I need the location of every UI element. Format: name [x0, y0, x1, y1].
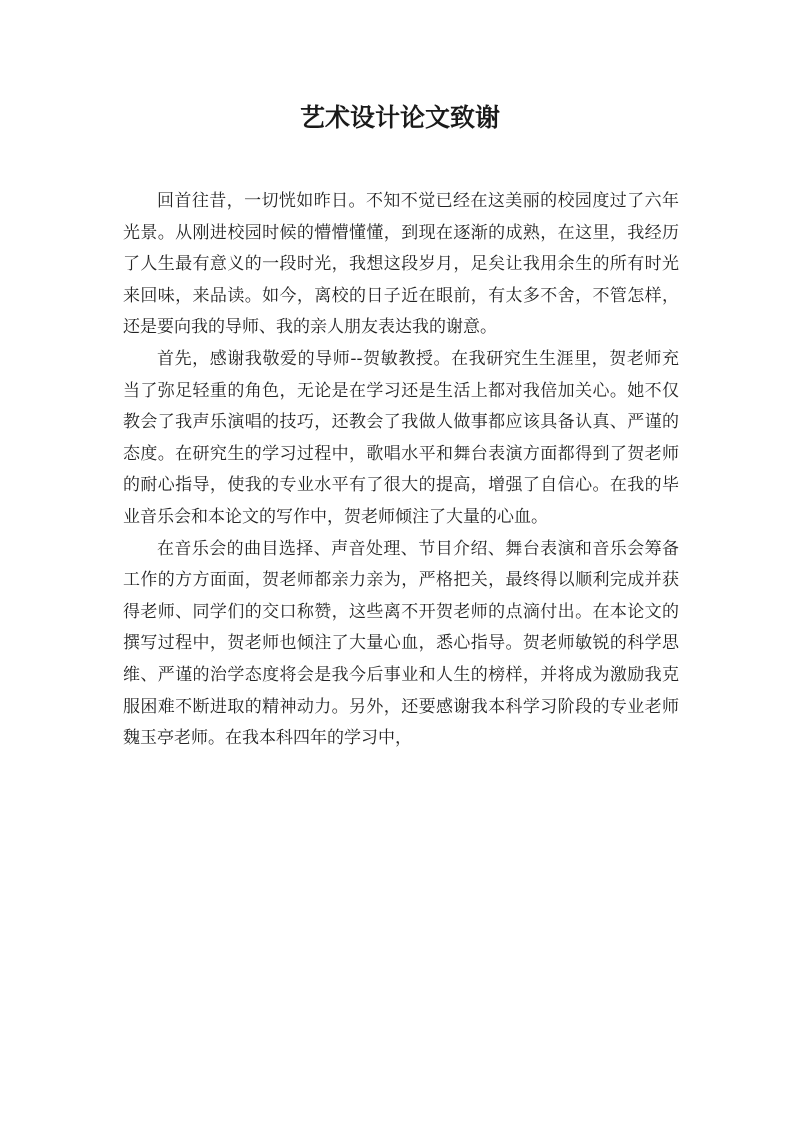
- paragraph-2: 首先，感谢我敬爱的导师--贺敏教授。在我研究生生涯里，贺老师充当了弥足轻重的角色，无论是在学习还是生活上都对我倍加关心。她不仅教会了我声乐演唱的技巧，还教会了我做人做事都应该具备认真、严谨的态度。在研究生的学习过程中，歌唱水平和舞台表演方面都得到了贺老师的耐心指导，使我的专业水平有了很大的提高，增强了自信心。在我的毕业音乐会和本论文的写作中，贺老师倾注了大量的心血。: [123, 348, 679, 527]
- document-title: 艺术设计论文致谢: [299, 103, 500, 132]
- paragraph-3: 在音乐会的曲目选择、声音处理、节目介绍、舞台表演和音乐会筹备工作的方方面面，贺老师都亲力亲为，严格把关，最终得以顺利完成并获得老师、同学们的交口称赞，这些离不开贺老师的点滴付出。在本论文的撰写过程中，贺老师也倾注了大量心血，悉心指导。贺老师敏锐的科学思维、严谨的治学态度将会是我今后事业和人生的榜样，并将成为激励我克服困难不断进取的精神动力。另外，还要感谢我本科学习阶段的专业老师魏玉亭老师。在我本科四年的学习中，: [123, 538, 679, 749]
- document-body: [123, 186, 679, 755]
- paragraph-1: 回首往昔，一切恍如昨日。不知不觉已经在这美丽的校园度过了六年光景。从刚进校园时候的懵懵懂懂，到现在逐渐的成熟，在这里，我经历了人生最有意义的一段时光，我想这段岁月，足矣让我用余生的所有时光来回味，来品读。如今，离校的日子近在眼前，有太多不舍，不管怎样，还是要向我的导师、我的亲人朋友表达我的谢意。: [123, 191, 679, 338]
